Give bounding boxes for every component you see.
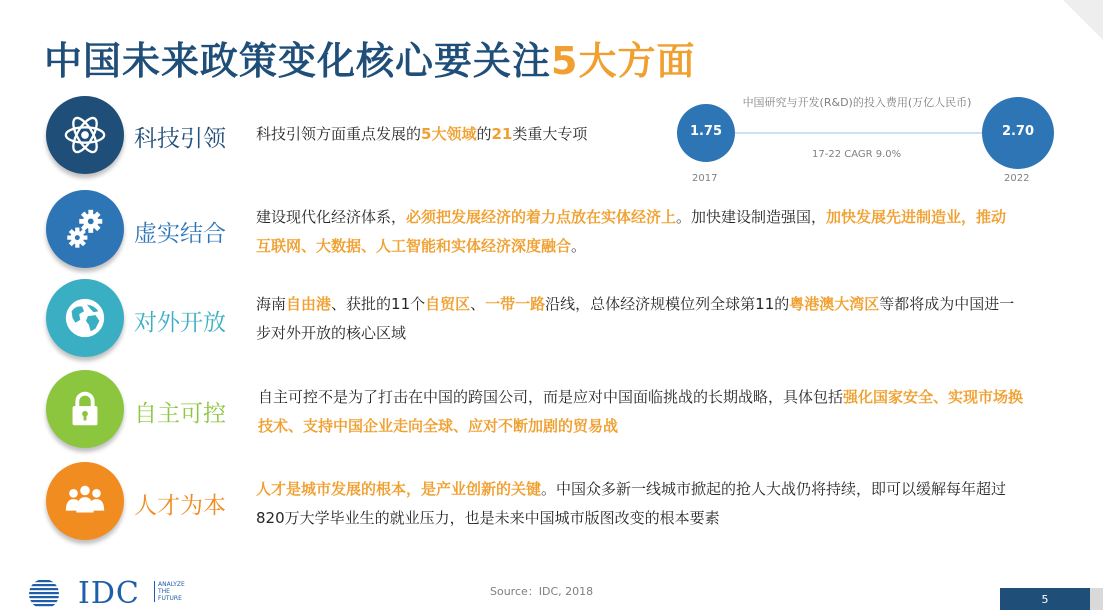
title-highlight: 5大方面 [551,39,696,83]
row-description [256,475,1026,533]
bubble-value-2017: 1.75 [689,124,723,139]
row-description [256,290,1026,348]
bubble-value-2022: 2.70 [1001,124,1035,139]
chart-title: 中国研究与开发(R&D)的投入费用(万亿人民币) [742,96,972,109]
tagline-line: FUTURE [158,595,182,602]
desc-highlight: 必须把发展经济的着力点放在实体经济上 [406,208,677,226]
globe-icon [46,279,124,357]
desc-segment: 、获批的11个 [331,295,426,313]
desc-highlight: 一带一路 [485,295,546,313]
logo-wordmark: IDC [78,576,140,611]
desc-segment: 建设现代化经济体系， [256,208,407,226]
desc-segment: 。 [571,237,587,255]
year-label-2017: 2017 [692,173,718,184]
desc-segment: 科技引领方面重点发展的 [256,125,422,143]
desc-segment: 类重大专项 [512,125,588,143]
tagline-line: THE [158,588,170,595]
gears-icon [46,190,124,268]
row-label: 科技引领 [134,126,226,152]
logo-globe-icon [18,578,74,610]
desc-segment: 的 [476,125,492,143]
desc-highlight: 5大领域 [421,125,477,143]
atom-icon [46,96,124,174]
tagline-line: ANALYZE [158,581,185,588]
desc-highlight: 强化国家安全、实现市场换技术、支持中国企业走向全球、应对不断加剧的贸易战 [258,388,1024,435]
row-description [256,203,1016,261]
source-note: Source：IDC, 2018 [490,585,594,598]
desc-segment: 海南 [256,295,287,313]
slide-title [44,30,695,85]
desc-segment: 、 [470,295,486,313]
row-label: 自主可控 [134,401,226,427]
desc-segment: 。中国众多新一线城市掀起的抢人大战仍将持续，即可以缓解每年超过820万大学毕业生的就业压力，也是未来中国城市版图改变的根本要素 [256,480,1007,527]
desc-highlight: 自由港 [286,295,332,313]
page-number: 5 [1000,588,1090,610]
year-label-2022: 2022 [1004,173,1030,184]
desc-segment: 等都将成为中国进一步对外开放的核心区域 [256,295,1015,342]
desc-segment: 。加快建设制造强国， [676,208,827,226]
desc-highlight: 加快发展先进制造业，推动互联网、大数据、人工智能和实体经济深度融合 [256,208,1007,255]
desc-highlight: 粤港澳大湾区 [789,295,880,313]
row-label: 虚实结合 [134,221,226,247]
row-label: 人才为本 [134,493,226,519]
row-description [258,383,1028,441]
lock-icon [46,370,124,448]
corner-decoration [1063,0,1103,40]
idc-logo [18,578,198,610]
page-number-tail [1090,588,1103,610]
desc-segment: 沿线，总体经济规模位列全球第11的 [545,295,790,313]
title-main: 中国未来政策变化核心要关注 [44,39,552,83]
desc-highlight: 21 [491,125,513,143]
people-icon [46,462,124,540]
desc-highlight: 人才是城市发展的根本，是产业创新的关键 [256,480,542,498]
desc-segment: 自主可控不是为了打击在中国的跨国公司，而是应对中国面临挑战的长期战略，具体包括 [258,388,844,406]
cagr-annotation: 17-22 CAGR 9.0% [812,149,902,160]
desc-highlight: 自贸区 [425,295,471,313]
logo-tagline [154,581,185,602]
row-description [256,120,1026,149]
row-label: 对外开放 [134,310,226,336]
